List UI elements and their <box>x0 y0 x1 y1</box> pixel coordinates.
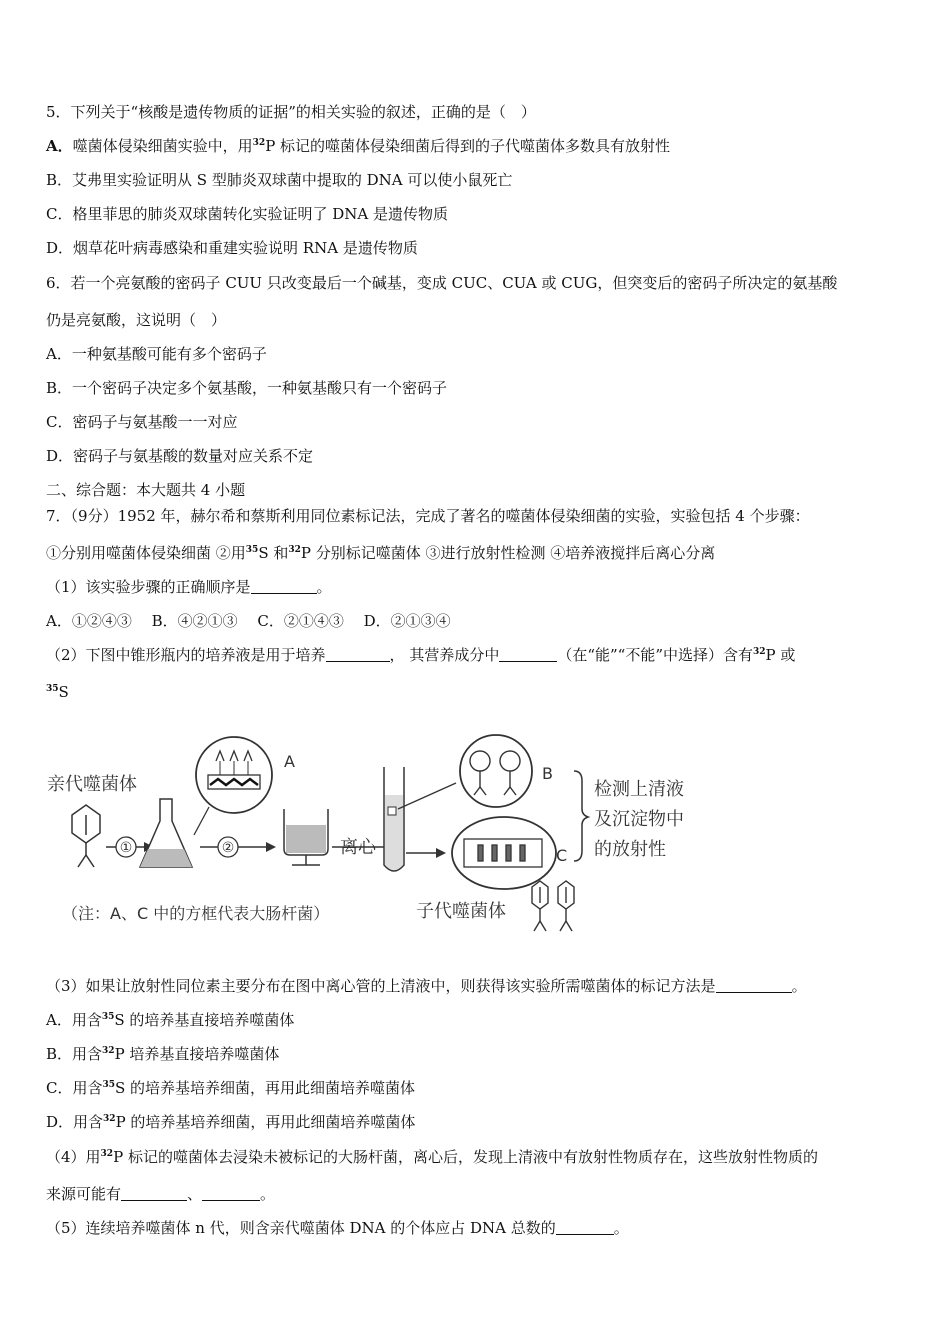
part-text: （3）如果让放射性同位素主要分布在图中离心管的上清液中，则获得该实验所需噬菌体的标记方法是 <box>46 977 716 995</box>
figure-note: （注：A、C 中的方框代表大肠杆菌） <box>62 904 330 923</box>
isotope-superscript: 32 <box>753 647 766 657</box>
q5-option-a <box>46 136 670 156</box>
offspring-phage-icon <box>532 881 574 931</box>
option-text: B．用含 <box>46 1045 103 1063</box>
part-text: P 或 <box>765 646 796 664</box>
isotope-superscript: 32 <box>288 545 301 555</box>
isotope-superscript: 35 <box>245 545 259 555</box>
connector-line <box>194 807 209 835</box>
answer-blank[interactable] <box>251 579 317 594</box>
option-text: P 标记的噬菌体侵染细菌后得到的子代噬菌体多数具有放射性 <box>265 137 671 155</box>
part-text: ， 其营养成分中 <box>389 646 500 664</box>
part-text: （4）用 <box>46 1148 101 1166</box>
option-text: S 的培养基培养细菌，再用此细菌培养噬菌体 <box>115 1079 416 1097</box>
test-tube-icon <box>384 767 404 871</box>
answer-blank[interactable] <box>121 1186 187 1201</box>
steps-text: S 和 <box>258 544 289 562</box>
q7-part3-option-b <box>46 1044 279 1064</box>
part-text: 来源可能有 <box>46 1185 122 1203</box>
q7-part2-continued <box>46 682 69 702</box>
answer-blank[interactable] <box>499 647 557 662</box>
steps-text: P 分别标记噬菌体 ③进行放射性检测 ④培养液搅拌后离心分离 <box>300 544 716 562</box>
flask-icon <box>140 799 192 867</box>
circle-c-sediment <box>452 817 567 889</box>
q7-stem: 7．（9分）1952 年，赫尔希和蔡斯利用同位素标记法，完成了著名的噬菌体侵染细菌的实验，实验包括 4 个步骤： <box>46 507 810 525</box>
label-b: B <box>542 764 553 783</box>
option-text: P 培养基直接培养噬菌体 <box>114 1045 280 1063</box>
part-text: 。 <box>791 977 807 995</box>
q7-part3-option-c <box>46 1078 415 1098</box>
label-detect-line1: 检测上清液 <box>594 779 684 800</box>
part-text: （在“能”“不能”中选择）含有 <box>557 646 754 664</box>
option-text: D．用含 <box>46 1113 104 1131</box>
q5-option-d: D．烟草花叶病毒感染和重建实验说明 RNA 是遗传物质 <box>46 239 418 257</box>
isotope-superscript: 32 <box>102 1046 115 1056</box>
q5-option-c: C．格里菲思的肺炎双球菌转化实验证明了 DNA 是遗传物质 <box>46 205 448 223</box>
connector-line <box>398 783 456 809</box>
steps-text: ①分别用噬菌体侵染细菌 ②用 <box>46 544 246 562</box>
arrow-to-c-icon <box>406 848 446 858</box>
q7-part5 <box>46 1218 629 1238</box>
part-text: 。 <box>260 1185 276 1203</box>
part-text: 。 <box>316 578 332 596</box>
option-text: A．用含 <box>46 1011 102 1029</box>
q7-part3-option-a <box>46 1010 294 1030</box>
option-text: P 的培养基培养细菌，再用此细菌培养噬菌体 <box>115 1113 416 1131</box>
q6-option-a: A．一种氨基酸可能有多个密码子 <box>46 345 267 363</box>
section-heading: 二、综合题：本大题共 4 小题 <box>46 481 246 499</box>
q7-part4-continued <box>46 1184 275 1204</box>
isotope-superscript: 32 <box>103 1114 116 1124</box>
beaker-icon <box>284 809 328 865</box>
option-text: 噬菌体侵染细菌实验中，用 <box>72 137 253 155</box>
label-step2: ② <box>221 840 235 856</box>
label-detect-line3: 的放射性 <box>594 839 666 860</box>
label-step1: ① <box>119 840 133 856</box>
q7-part1 <box>46 577 332 597</box>
part-text: （2）下图中锥形瓶内的培养液是用于培养 <box>46 646 326 664</box>
answer-blank[interactable] <box>716 978 792 993</box>
q6-option-b: B．一个密码子决定多个氨基酸，一种氨基酸只有一个密码子 <box>46 379 448 397</box>
answer-blank[interactable] <box>326 647 390 662</box>
isotope-superscript: 35 <box>46 684 59 694</box>
q6-option-d: D．密码子与氨基酸的数量对应关系不定 <box>46 447 314 465</box>
isotope-superscript: 32 <box>100 1149 114 1159</box>
circle-a-magnified <box>196 737 295 813</box>
option-letter: A． <box>46 137 73 155</box>
q5-option-b: B．艾弗里实验证明从 S 型肺炎双球菌中提取的 DNA 可以使小鼠死亡 <box>46 171 513 189</box>
q7-steps <box>46 543 715 563</box>
label-c: C <box>556 846 568 865</box>
label-detect-line2: 及沉淀物中 <box>594 809 684 830</box>
isotope-superscript: 35 <box>102 1080 116 1090</box>
isotope-superscript: 32 <box>252 138 266 148</box>
q5-stem: 5．下列关于“核酸是遗传物质的证据”的相关实验的叙述，正确的是（ ） <box>46 103 536 121</box>
circle-b-supernatant <box>460 735 553 807</box>
q7-part3 <box>46 976 807 996</box>
part-text: P 标记的噬菌体去浸染未被标记的大肠杆菌，离心后，发现上清液中有放射性物质存在，这些放射性物质的 <box>113 1148 818 1166</box>
part-text: S <box>58 683 69 701</box>
part-text: 。 <box>613 1219 629 1237</box>
q7-part2 <box>46 645 795 665</box>
brace-icon <box>574 771 588 861</box>
part-text: 、 <box>187 1185 203 1203</box>
parent-phage-icon <box>72 805 100 867</box>
q6-option-c: C．密码子与氨基酸一一对应 <box>46 413 238 431</box>
answer-blank[interactable] <box>202 1186 260 1201</box>
q6-stem-line2: 仍是亮氨酸，这说明（ ） <box>46 311 227 329</box>
q6-stem-line1: 6．若一个亮氨酸的密码子 CUU 只改变最后一个碱基，变成 CUC、CUA 或 CUG，但突变后的密码子所决定的氨基酸 <box>46 274 838 292</box>
label-offspring-phage: 子代噬菌体 <box>416 901 506 922</box>
label-parent-phage: 亲代噬菌体 <box>47 774 137 795</box>
experiment-diagram <box>44 725 724 945</box>
option-text: C．用含 <box>46 1079 103 1097</box>
part-text: （5）连续培养噬菌体 n 代，则含亲代噬菌体 DNA 的个体应占 DNA 总数的 <box>46 1219 556 1237</box>
q7-part4 <box>46 1147 818 1167</box>
step2-arrow-icon <box>200 837 276 857</box>
label-a: A <box>284 752 295 771</box>
option-text: S 的培养基直接培养噬菌体 <box>114 1011 295 1029</box>
part-text: （1）该实验步骤的正确顺序是 <box>46 578 251 596</box>
answer-blank[interactable] <box>556 1220 614 1235</box>
label-centrifuge: 离心 <box>340 837 376 858</box>
isotope-superscript: 35 <box>101 1012 115 1022</box>
q7-part3-option-d <box>46 1112 415 1132</box>
q7-part1-options: A．①②④③ B．④②①③ C．②①④③ D．②①③④ <box>46 612 451 630</box>
